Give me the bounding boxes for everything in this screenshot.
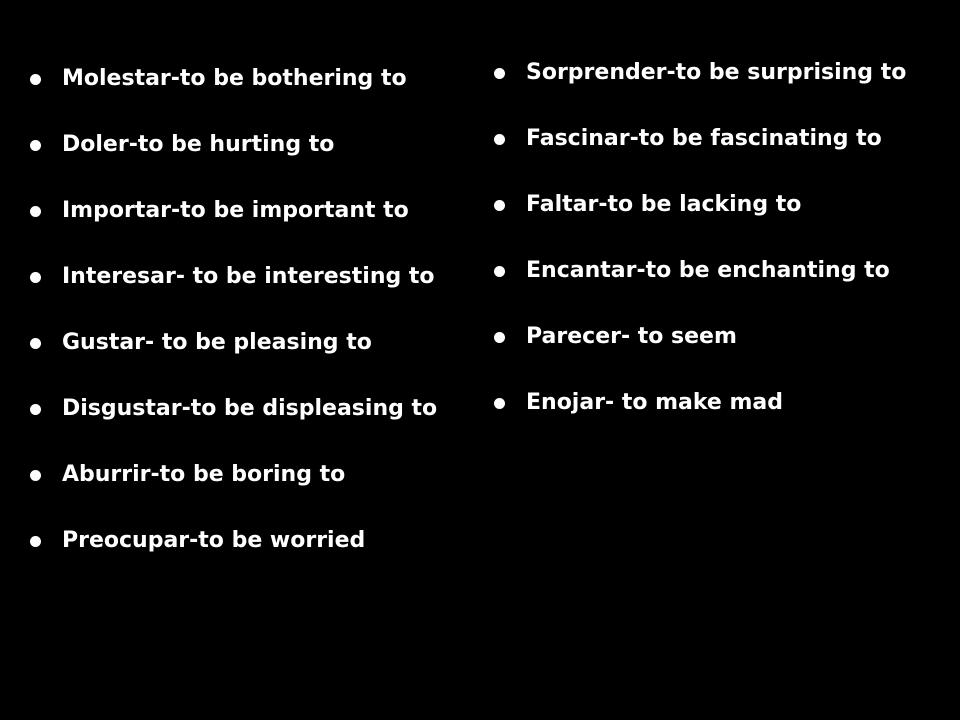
vocab-entry: Disgustar-to be displeasing to — [62, 396, 438, 421]
bullet-icon — [494, 398, 505, 409]
bullet-icon — [30, 272, 41, 283]
vocab-entry: Aburrir-to be boring to — [62, 462, 346, 487]
list-item — [28, 456, 468, 522]
bullet-icon — [494, 332, 505, 343]
bullet-icon — [494, 134, 505, 145]
list-item — [28, 390, 468, 456]
bullet-icon — [30, 470, 41, 481]
vocab-entry: Preocupar-to be worried — [62, 528, 366, 553]
list-item — [492, 186, 952, 252]
bullet-icon — [30, 338, 41, 349]
vocab-entry: Parecer- to seem — [526, 324, 737, 349]
list-item — [28, 192, 468, 258]
bullet-icon — [30, 536, 41, 547]
bullet-icon — [30, 206, 41, 217]
vocab-entry: Enojar- to make mad — [526, 390, 784, 415]
right-vocab-list — [492, 54, 952, 450]
vocab-entry: Encantar-to be enchanting to — [526, 258, 890, 283]
vocab-entry: Fascinar-to be fascinating to — [526, 126, 882, 151]
vocab-entry: Interesar- to be interesting to — [62, 264, 435, 289]
vocab-entry: Gustar- to be pleasing to — [62, 330, 372, 355]
list-item — [28, 60, 468, 126]
list-item — [492, 54, 952, 120]
vocab-entry: Sorprender-to be surprising to — [526, 60, 907, 85]
list-item — [28, 324, 468, 390]
vocab-entry: Molestar-to be bothering to — [62, 66, 407, 91]
bullet-icon — [494, 266, 505, 277]
list-item — [492, 252, 952, 318]
vocab-entry: Faltar-to be lacking to — [526, 192, 802, 217]
list-item — [492, 384, 952, 450]
list-item — [28, 522, 468, 588]
list-item — [492, 120, 952, 186]
vocab-entry: Importar-to be important to — [62, 198, 409, 223]
left-vocab-list — [28, 60, 468, 588]
list-item — [28, 126, 468, 192]
bullet-icon — [30, 140, 41, 151]
bullet-icon — [30, 74, 41, 85]
bullet-icon — [30, 404, 41, 415]
bullet-icon — [494, 200, 505, 211]
bullet-icon — [494, 68, 505, 79]
list-item — [28, 258, 468, 324]
vocab-entry: Doler-to be hurting to — [62, 132, 335, 157]
list-item — [492, 318, 952, 384]
